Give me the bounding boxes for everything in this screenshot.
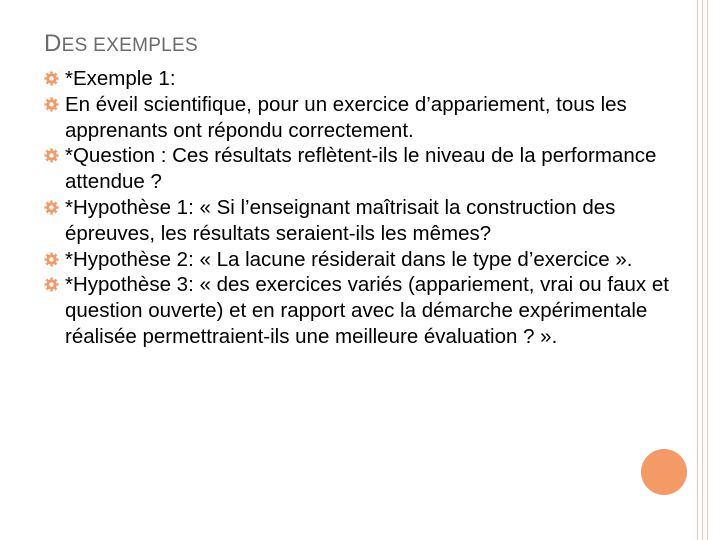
bullet-list <box>44 66 684 350</box>
bullet-text: En éveil scientifique, pour un exercice d’appariement, tous les apprenants ont répondu correctement. <box>65 92 627 142</box>
bullet-text: *Hypothèse 3: « des exercices variés (appariement, vrai ou faux et question ouverte) et en rapport avec la démarche expérimentale réalisée permettraient-ils une meilleure évaluation ? ». <box>65 273 669 348</box>
gear-icon <box>44 97 59 112</box>
bullet-item <box>44 247 684 273</box>
gear-icon <box>44 71 59 86</box>
bullet-prefix: *Question : <box>65 144 167 168</box>
decorative-frame-line <box>697 0 698 540</box>
gear-icon <box>44 277 59 292</box>
gear-icon <box>44 200 59 215</box>
bullet-item <box>44 143 684 195</box>
bullet-item <box>44 272 684 349</box>
bullet-item <box>44 66 684 92</box>
gear-icon <box>44 148 59 163</box>
bullet-text: *Hypothèse 2: « La lacune résiderait dans le type d’exercice ». <box>65 247 633 271</box>
bullet-text: *Hypothèse 1: « Si l’enseignant maîtrisait la construction des épreuves, les résultats seraient-ils les mêmes? <box>65 195 616 245</box>
bullet-item <box>44 92 684 144</box>
slide-title <box>44 30 198 58</box>
bullet-text: *Exemple 1: <box>65 67 176 90</box>
bullet-text: Ces résultats reflètent-ils le niveau de la performance attendue ? <box>65 144 657 194</box>
decorative-frame-line <box>707 0 708 540</box>
bullet-item <box>44 195 684 247</box>
gear-icon <box>44 252 59 267</box>
decorative-circle <box>641 449 687 495</box>
title-rest: ES EXEMPLES <box>61 35 198 56</box>
decorative-frame-line <box>702 0 703 540</box>
title-first-letter: D <box>44 30 62 57</box>
